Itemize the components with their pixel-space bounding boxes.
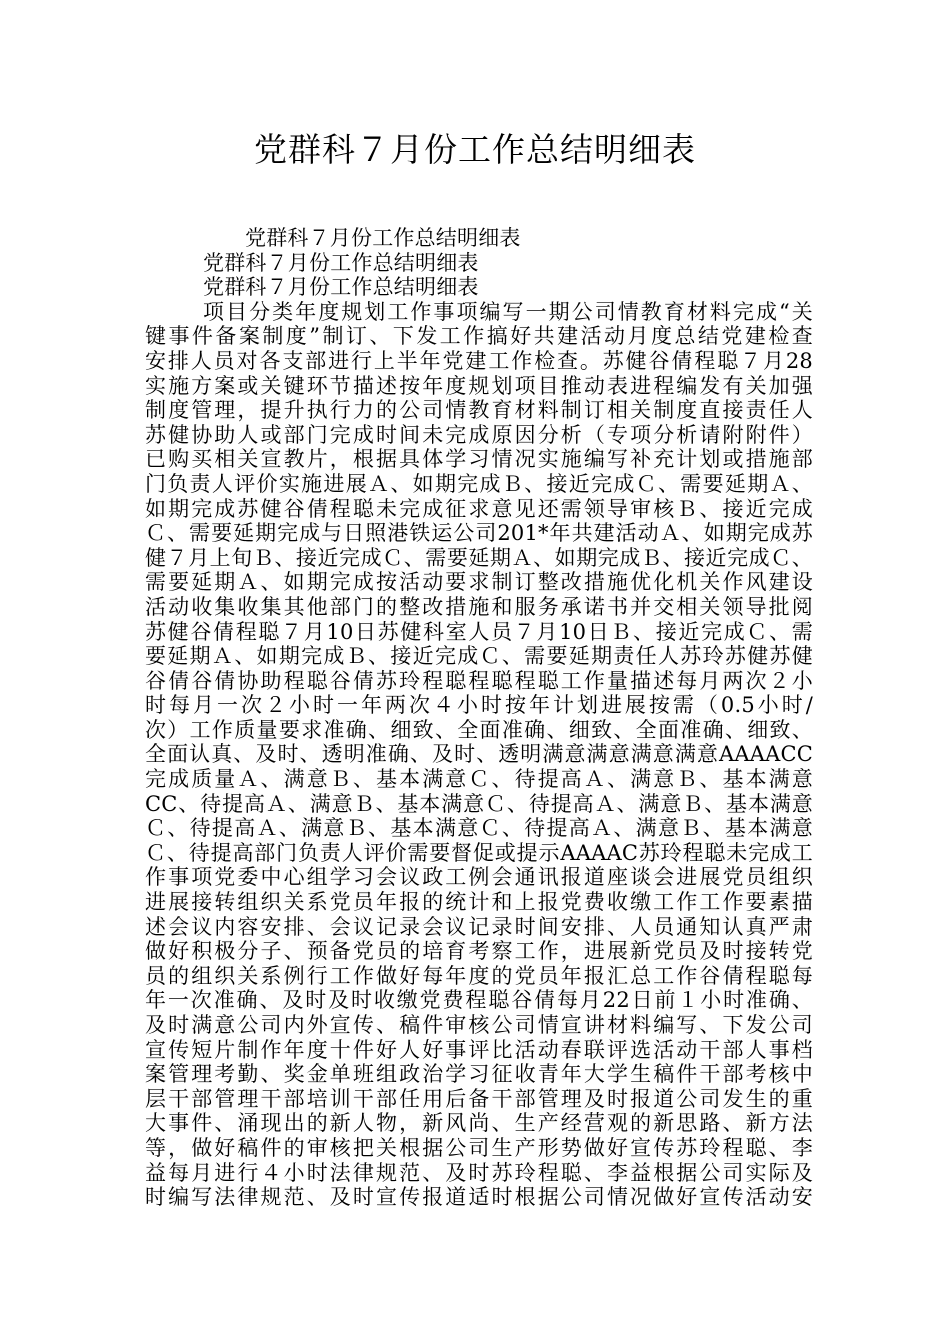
body-line: 如期完成苏健谷倩程聪未完成征求意见还需领导审核Ｂ、接近完成 bbox=[145, 496, 813, 521]
body-line: 实施方案或关键环节描述按年度规划项目推动表进程编发有关加强 bbox=[145, 373, 813, 398]
body-line: 次）工作质量要求准确、细致、全面准确、细致、全面准确、细致、 bbox=[145, 717, 813, 742]
body-line: Ｃ、待提高部门负责人评价需要督促或提示AAAAC苏玲程聪未完成工 bbox=[145, 840, 813, 865]
document-body bbox=[145, 226, 813, 1210]
body-line: 要延期Ａ、如期完成Ｂ、接近完成Ｃ、需要延期责任人苏玲苏健苏健 bbox=[145, 644, 813, 669]
body-line: 宣传短片制作年度十件好人好事评比活动春联评选活动干部人事档 bbox=[145, 1037, 813, 1062]
body-line: CC、待提高Ａ、满意Ｂ、基本满意Ｃ、待提高Ａ、满意Ｂ、基本满意 bbox=[145, 791, 813, 816]
body-line: 制度管理，提升执行力的公司情教育材料制订相关制度直接责任人 bbox=[145, 398, 813, 423]
subtitle-line: 党群科７月份工作总结明细表 bbox=[203, 250, 479, 275]
body-line: 安排人员对各支部进行上半年党建工作检查。苏健谷倩程聪７月28 bbox=[145, 348, 813, 373]
body-line: 员的组织关系例行工作做好每年度的党员年报汇总工作谷倩程聪每 bbox=[145, 963, 813, 988]
body-line: 述会议内容安排、会议记录会议记录时间安排、人员通知认真严肃 bbox=[145, 914, 813, 939]
body-line: 项目分类年度规划工作事项编写一期公司情教育材料完成“关 bbox=[203, 299, 813, 324]
body-line: 需要延期Ａ、如期完成按活动要求制订整改措施优化机关作风建设 bbox=[145, 570, 813, 595]
body-line: 大事件、涌现出的新人物，新风尚、生产经营观的新思路、新方法 bbox=[145, 1111, 813, 1136]
subtitle-line: 党群科７月份工作总结明细表 bbox=[203, 275, 479, 300]
body-line: 健７月上旬Ｂ、接近完成Ｃ、需要延期Ａ、如期完成Ｂ、接近完成Ｃ、 bbox=[145, 545, 813, 570]
body-line: 时编写法律规范、及时宣传报道适时根据公司情况做好宣传活动安 bbox=[145, 1185, 813, 1210]
body-line: 门负责人评价实施进展Ａ、如期完成Ｂ、接近完成Ｃ、需要延期Ａ、 bbox=[145, 471, 813, 496]
body-line: Ｃ、需要延期完成与日照港铁运公司201*年共建活动Ａ、如期完成苏 bbox=[145, 521, 813, 546]
body-line: 已购买相关宣教片，根据具体学习情况实施编写补充计划或措施部 bbox=[145, 447, 813, 472]
body-line: 做好积极分子、预备党员的培育考察工作，进展新党员及时接转党 bbox=[145, 939, 813, 964]
body-line: 及时满意公司内外宣传、稿件审核公司情宣讲材料编写、下发公司 bbox=[145, 1013, 813, 1037]
body-line: Ｃ、待提高Ａ、满意Ｂ、基本满意Ｃ、待提高Ａ、满意Ｂ、基本满意 bbox=[145, 816, 813, 841]
body-line: 等，做好稿件的审核把关根据公司生产形势做好宣传苏玲程聪、李 bbox=[145, 1135, 813, 1160]
body-line: 全面认真、及时、透明准确、及时、透明满意满意满意满意AAAACC bbox=[145, 742, 813, 767]
body-line: 层干部管理干部培训干部任用后备干部管理及时报道公司发生的重 bbox=[145, 1086, 813, 1111]
body-line: 谷倩谷倩协助程聪谷倩苏玲程聪程聪程聪工作量描述每月两次２小 bbox=[145, 668, 813, 693]
body-line: 完成质量Ａ、满意Ｂ、基本满意Ｃ、待提高Ａ、满意Ｂ、基本满意 bbox=[145, 767, 813, 792]
body-line: 苏健谷倩程聪７月10日苏健科室人员７月10日Ｂ、接近完成Ｃ、需 bbox=[145, 619, 813, 644]
document-title: 党群科７月份工作总结明细表 bbox=[254, 130, 696, 169]
body-line: 作事项党委中心组学习会议政工例会通讯报道座谈会进展党员组织 bbox=[145, 865, 813, 890]
body-line: 苏健协助人或部门完成时间未完成原因分析（专项分析请附附件） bbox=[145, 422, 813, 447]
body-line: 键事件备案制度”制订、下发工作搞好共建活动月度总结党建检查 bbox=[145, 324, 813, 349]
body-line: 活动收集收集其他部门的整改措施和服务承诺书并交相关领导批阅 bbox=[145, 594, 813, 619]
body-line: 进展接转组织关系党员年报的统计和上报党费收缴工作工作要素描 bbox=[145, 890, 813, 915]
body-line: 案管理考勤、奖金单班组政治学习征收青年大学生稿件干部考核中 bbox=[145, 1062, 813, 1087]
body-line: 益每月进行４小时法律规范、及时苏玲程聪、李益根据公司实际及 bbox=[145, 1160, 813, 1185]
body-line: 时每月一次２小时一年两次４小时按年计划进展按需（0.5小时/ bbox=[145, 693, 813, 718]
body-line: 年一次准确、及时及时收缴党费程聪谷倩每月22日前１小时准确、 bbox=[145, 988, 813, 1013]
subtitle-line: 党群科７月份工作总结明细表 bbox=[245, 226, 521, 250]
